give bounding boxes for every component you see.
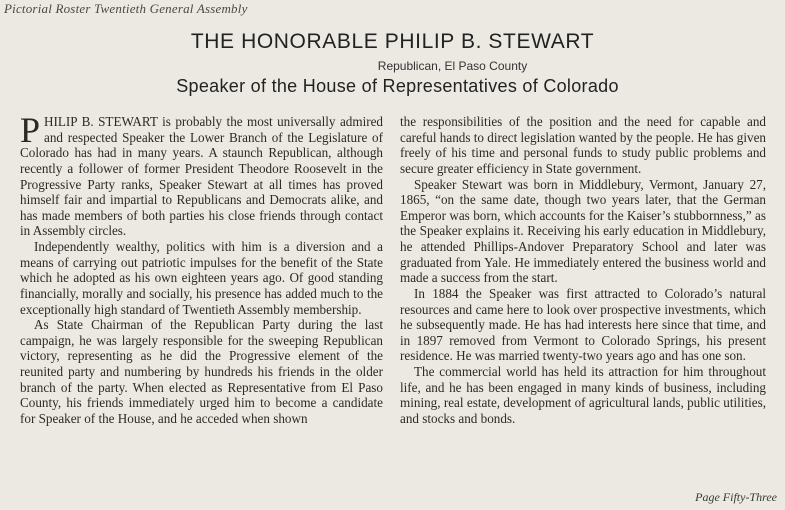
- page-number: Page Fifty-Three: [695, 490, 777, 504]
- paragraph-7: The commercial world has held its attraction for him throughout life, and he has been engaged in many kinds of business, including mining, real estate, development of agricultural lands, public utilities, and stocks and bonds.: [400, 364, 766, 426]
- paragraph-6: In 1884 the Speaker was first attracted to Colorado’s natural resources and came here to look over prospective investments, which he subsequently made. He has had interests here since that time, and in 1897 removed from Vermont to Colorado Springs, his present residence. He was married twenty-two years ago and has one son.: [400, 285, 766, 364]
- page-title: THE HONORABLE PHILIP B. STEWART: [190, 30, 595, 53]
- paragraph-5: Speaker Stewart was born in Middlebury, Vermont, January 27, 1865, “on the same date, though two years later, that the German Emperor was born, which accounts for the Kaiser’s stubbornness,” as the Speaker explains it. Receiving his early education in Middlebury, he attended Phillips-Andover Preparatory School and later was graduated from Yale. He immediately entered the business world and made a success from the start.: [400, 176, 766, 286]
- paragraph-1-text: HILIP B. STEWART is probably the most universally admired and respected Speaker the Lower Branch of the Legislature of Colorado has had in many years. A staunch Republican, although recently a follower of former President Theodore Roosevelt in the Progressive Party ranks, Speaker Stewart at all times has proved himself fair and impartial to Republicans and Democrats alike, and has made members of both parties his close friends through contact in Assembly circles.: [20, 114, 383, 239]
- office-heading: Speaker of the House of Representatives of Colorado: [176, 76, 619, 96]
- drop-cap: P: [20, 110, 41, 150]
- paragraph-3: As State Chairman of the Republican Party during the last campaign, he was largely responsible for the sweeping Republican victory, representing as he did the Progressive element of the reunited party and numbering by hundreds his friends in the older branch of the party. When elected as Representative from El Paso County, his friends immediately urged him to become a candidate for Speaker of the House, and he acceded when shown: [20, 317, 383, 426]
- running-head: Pictorial Roster Twentieth General Assembly: [4, 1, 248, 16]
- right-column: [400, 114, 766, 427]
- paragraph-4: the responsibilities of the position and the need for capable and careful hands to direct legislation wanted by the people. He has given freely of his time and personal funds to study public problems and secure greater efficiency in State government.: [400, 114, 766, 176]
- paragraph-2: Independently wealthy, politics with him is a diversion and a means of carrying out patriotic impulses for the benefit of the State which he adopted as his own eighteen years ago. Of good standing financially, morally and socially, his presence has added much to the exceptionally high standard of Twentieth Assembly membership.: [20, 239, 383, 317]
- paragraph-1: [20, 110, 383, 239]
- party-county-subtitle: Republican, El Paso County: [377, 59, 528, 73]
- left-column: [20, 110, 383, 427]
